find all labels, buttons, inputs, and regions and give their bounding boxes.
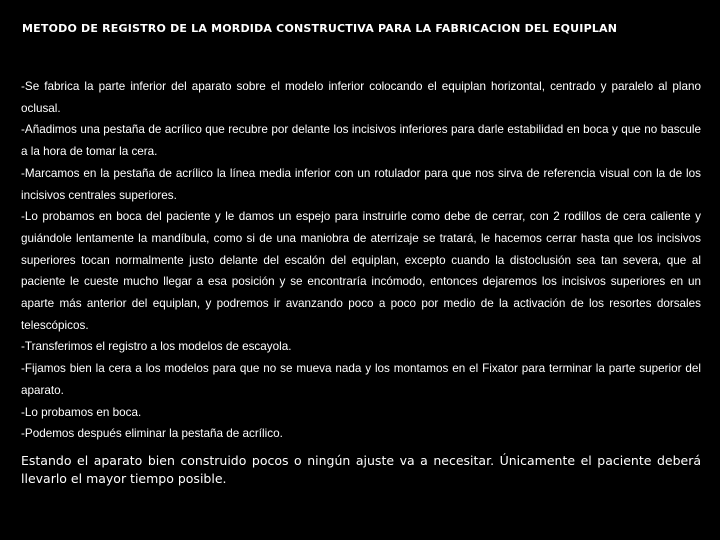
procedure-steps-list <box>21 76 701 445</box>
slide-title: METODO DE REGISTRO DE LA MORDIDA CONSTRUCTIVA PARA LA FABRICACION DEL EQUIPLAN <box>22 22 618 35</box>
procedure-step: -Se fabrica la parte inferior del aparato sobre el modelo inferior colocando el equiplan horizontal, centrado y paralelo al plano oclusal. <box>21 80 701 115</box>
procedure-step: -Lo probamos en boca del paciente y le damos un espejo para instruirle como debe de cerrar, con 2 rodillos de cera caliente y guiándole lentamente la mandíbula, como si de una maniobra de aterrizaje se tratará, le hacemos cerrar hasta que los incisivos superiores tocan normalmente justo delante del escalón del equiplan, excepto cuando la distoclusión sea tan severa, que al paciente le cueste mucho llegar a esa posición y se encontraría incómodo, entonces dejaremos los incisivos superiores en un aparte más anterior del equiplan, y podremos ir avanzando poco a poco por medio de la activación de los resortes dorsales telescópicos. <box>21 210 701 332</box>
closing-paragraph: Estando el aparato bien construido pocos o ningún ajuste va a necesitar. Únicamente el paciente deberá llevarlo el mayor tiempo posible. <box>21 453 701 486</box>
procedure-step: -Lo probamos en boca. <box>21 405 142 419</box>
procedure-step: -Añadimos una pestaña de acrílico que recubre por delante los incisivos inferiores para darle estabilidad en boca y que no bascule a la hora de tomar la cera. <box>21 123 701 159</box>
procedure-step: -Transferimos el registro a los modelos de escayola. <box>21 340 292 354</box>
procedure-step: -Podemos después eliminar la pestaña de acrílico. <box>21 427 283 441</box>
procedure-step: -Fijamos bien la cera a los modelos para que no se mueva nada y los montamos en el Fixator para terminar la parte superior del aparato. <box>21 362 701 397</box>
procedure-step: -Marcamos en la pestaña de acrílico la línea media inferior con un rotulador para que nos sirva de referencia visual con la de los incisivos centrales superiores. <box>21 166 701 202</box>
